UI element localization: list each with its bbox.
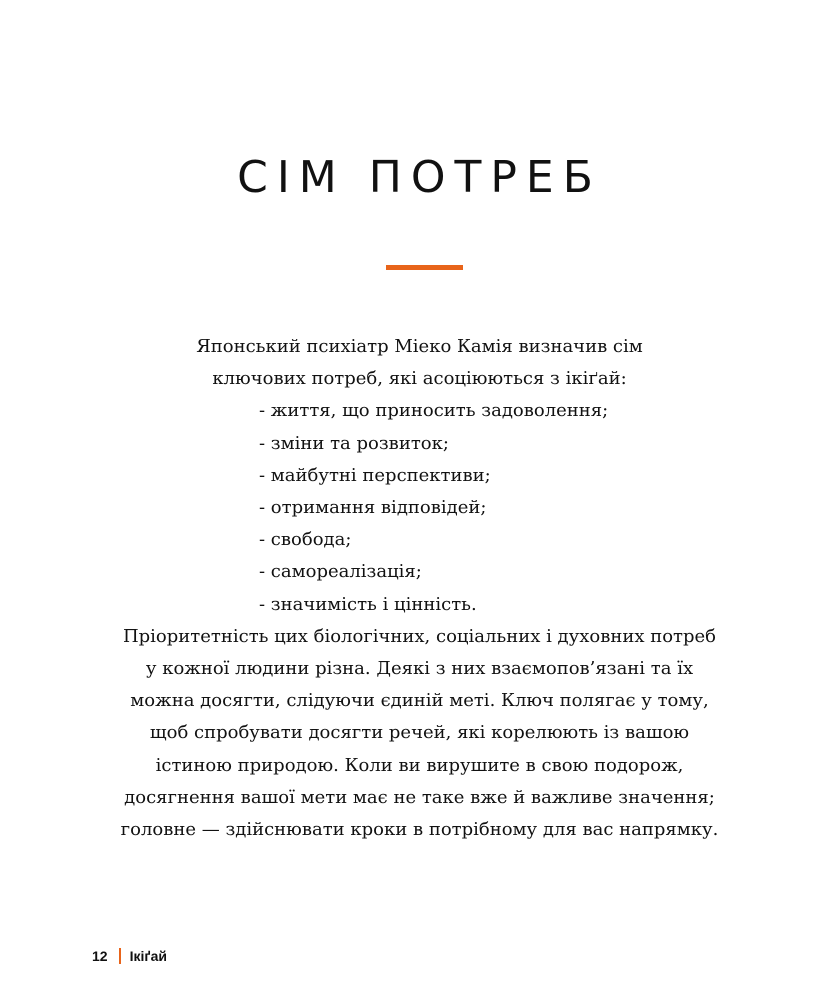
title-underline-rule [386,265,463,270]
page-number: 12 [92,948,108,964]
paragraph-line: у кожної людини різна. Деякі з них взаємопов’язані та їх [145,658,694,680]
intro-line: Японський психіатр Міеко Камія визначив сім [196,336,643,357]
list-item: - значимість і цінність. [259,593,477,615]
list-item: - майбутні перспективи; [259,464,491,486]
list-item: - життя, що приносить задоволення; [259,400,609,422]
paragraph-line: істиною природою. Коли ви вирушите в свою подорож, [155,754,684,776]
paragraph-line: можна досягти, слідуючи єдиній меті. Ключ полягає у тому, [130,690,709,712]
footer-separator [119,948,121,964]
paragraph-line: досягнення вашої мети має не таке вже й важливе значення; [124,786,715,808]
list-item: - зміни та розвиток; [259,432,449,454]
list-item: - свобода; [259,529,352,551]
page-title: СІМ ПОТРЕБ [237,152,602,203]
paragraph-line: головне — здійснювати кроки в потрібному для вас напрямку. [120,819,719,841]
list-item: - отримання відповідей; [259,497,487,519]
paragraph-line: щоб спробувати досягти речей, які корелюють із вашою [149,722,690,744]
list-item: - самореалізація; [259,561,422,583]
page-footer [92,947,167,965]
paragraph-line: Пріоритетність цих біологічних, соціальних і духовних потреб [122,625,717,647]
body-text [0,331,839,846]
running-book-title: Ікіґай [129,948,168,964]
intro-line: ключових потреб, які асоціюються з ікіґай: [212,368,627,390]
